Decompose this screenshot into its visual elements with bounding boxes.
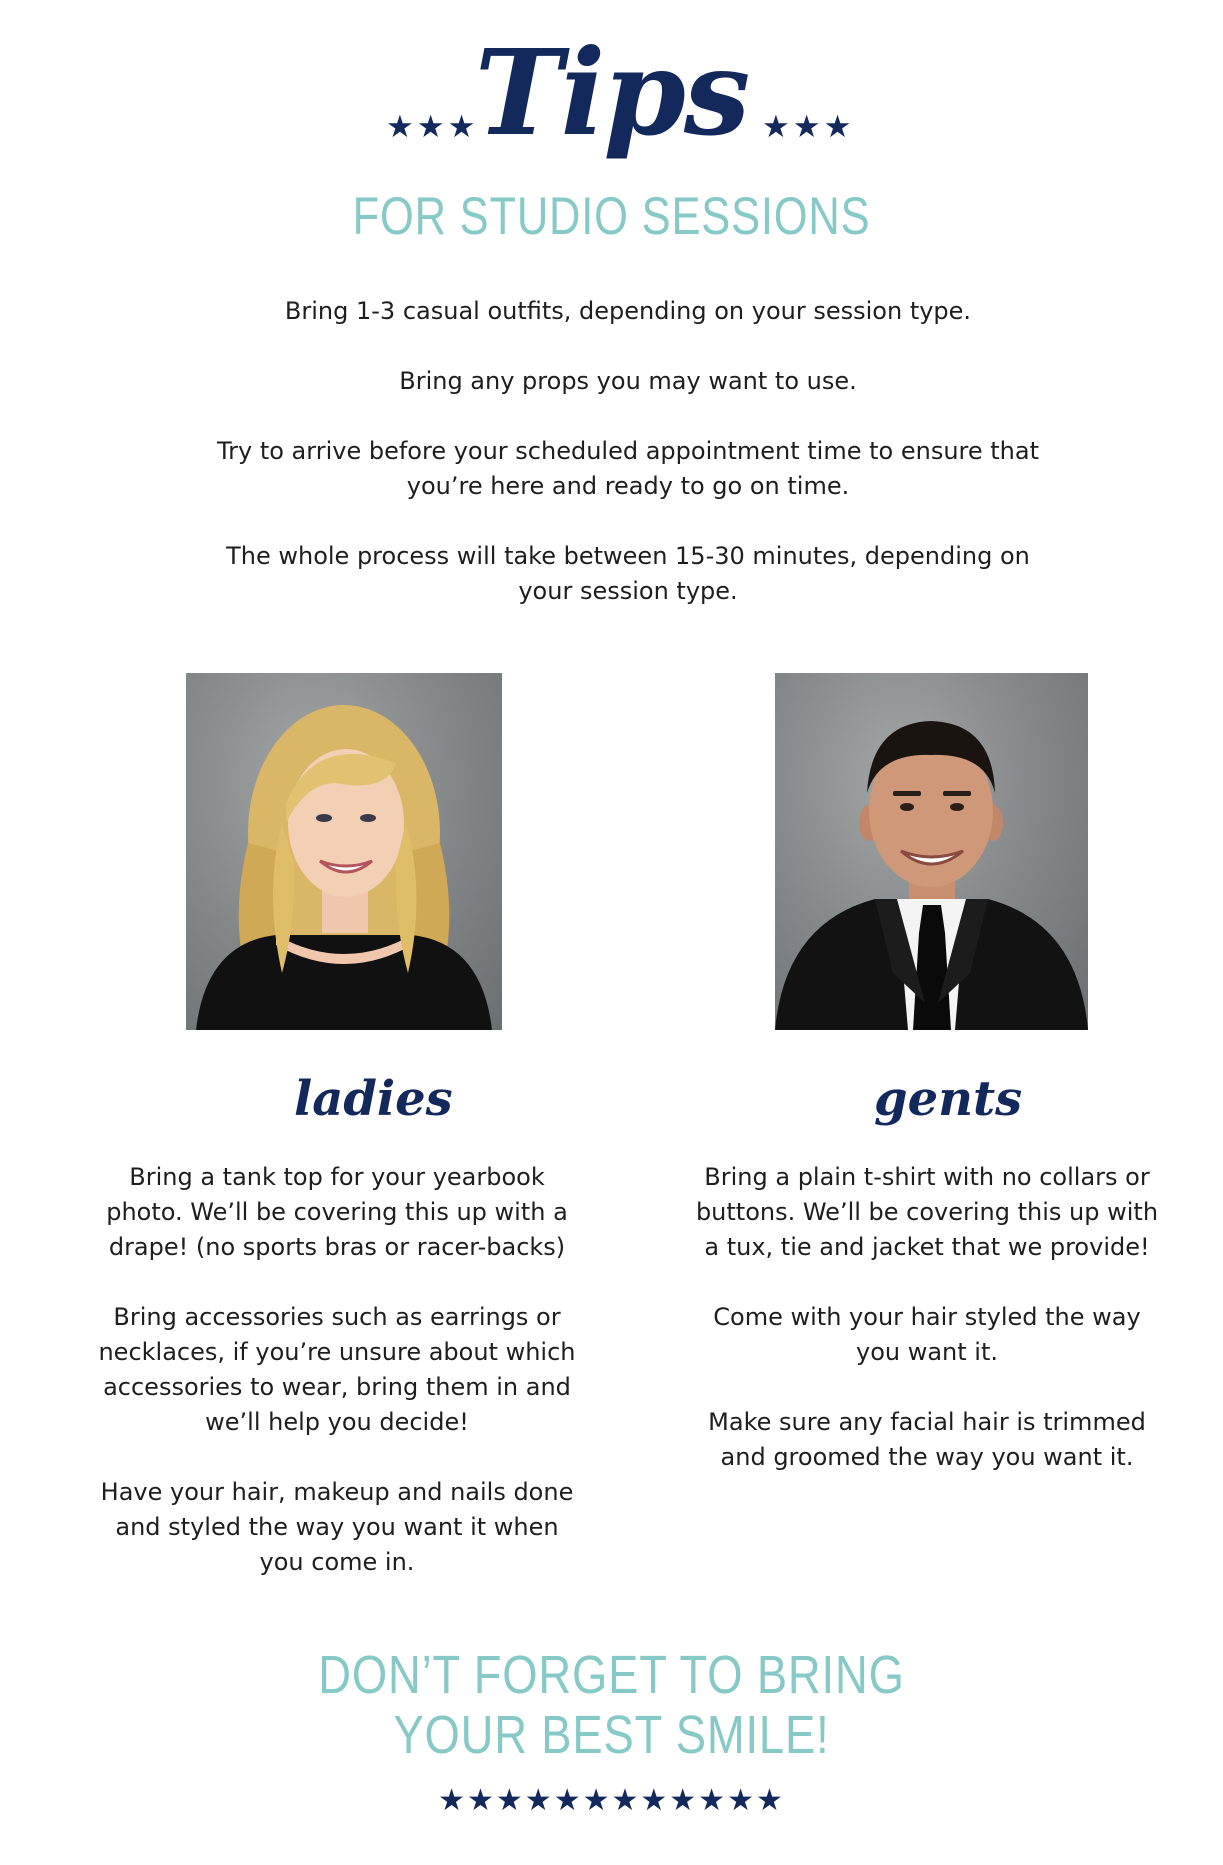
gents-portrait-illustration bbox=[775, 673, 1088, 1030]
intro-tip: Bring 1-3 casual outfits, depending on your session type. bbox=[284, 297, 972, 325]
page-subtitle: FOR STUDIO SESSIONS bbox=[352, 187, 871, 246]
ladies-tip: Bring a tank top for your yearbook photo. We’ll be covering this up with a drape! (no sports bras or racer-backs) bbox=[106, 1163, 568, 1261]
ladies-tip: Have your hair, makeup and nails done and styled the way you want it when you come in. bbox=[100, 1478, 574, 1576]
intro-tips bbox=[212, 294, 1044, 644]
closing-line-2: YOUR BEST SMILE! bbox=[393, 1705, 830, 1765]
ladies-portrait-illustration bbox=[186, 673, 502, 1030]
page-title: Tips bbox=[474, 23, 749, 162]
footer-stars-decoration: ★★★★★★★★★★★★ bbox=[438, 1783, 785, 1818]
stars-right-decoration: ★★★ bbox=[762, 109, 855, 145]
gents-tip: Come with your hair styled the way you want it. bbox=[713, 1303, 1141, 1366]
gents-heading: gents bbox=[874, 1071, 1023, 1127]
intro-tip: The whole process will take between 15-30 minutes, depending on your session type. bbox=[226, 542, 1030, 605]
intro-tip: Try to arrive before your scheduled appointment time to ensure that you’re here and ready to go on time. bbox=[217, 437, 1039, 500]
intro-tip: Bring any props you may want to use. bbox=[399, 367, 857, 395]
stars-left-decoration: ★★★ bbox=[386, 109, 479, 145]
gents-tip: Make sure any facial hair is trimmed and groomed the way you want it. bbox=[708, 1408, 1146, 1471]
ladies-heading: ladies bbox=[294, 1071, 453, 1127]
closing-message bbox=[98, 1645, 1125, 1765]
gents-tips bbox=[692, 1160, 1162, 1510]
ladies-tips bbox=[92, 1160, 582, 1615]
closing-line-1: DON’T FORGET TO BRING bbox=[318, 1645, 905, 1705]
ladies-tip: Bring accessories such as earrings or necklaces, if you’re unsure about which accessories to wear, bring them in and we’ll help you decide! bbox=[98, 1303, 576, 1436]
gents-portrait-photo bbox=[775, 673, 1088, 1030]
gents-tip: Bring a plain t-shirt with no collars or buttons. We’ll be covering this up with a tux, tie and jacket that we provide! bbox=[695, 1163, 1159, 1261]
ladies-portrait-photo bbox=[186, 673, 502, 1030]
